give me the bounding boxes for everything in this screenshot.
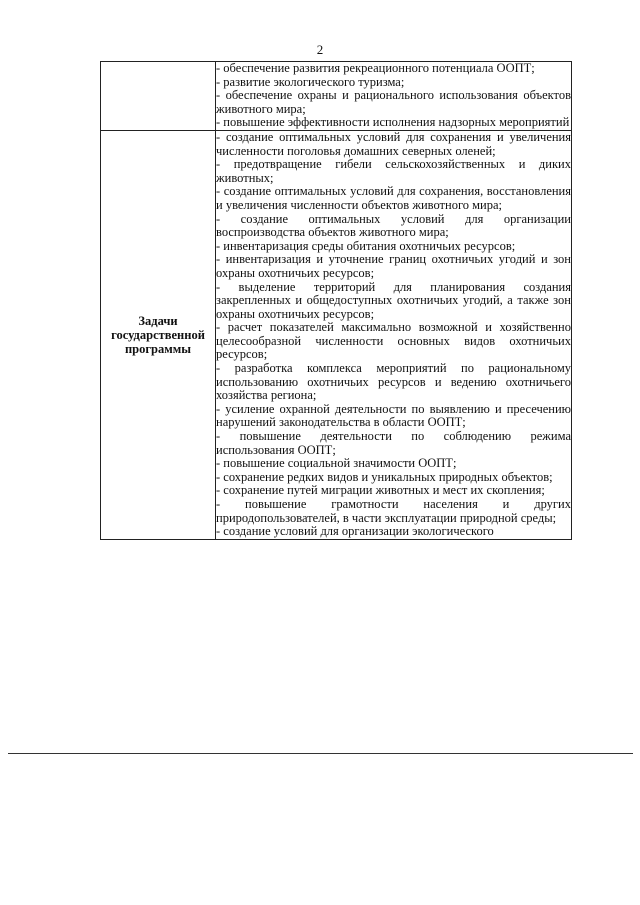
list-item: - развитие экологического туризма;	[216, 74, 405, 89]
list-item: - обеспечение развития рекреационного потенциала ООПТ;	[216, 61, 535, 75]
list-item: - усиление охранной деятельности по выявлению и пресечению нарушений законодательства в области ООПТ;	[216, 401, 571, 430]
list-item: - обеспечение охраны и рационального использования объектов животного мира;	[216, 88, 571, 116]
list-item: - повышение социальной значимости ООПТ;	[216, 456, 457, 471]
table-row	[101, 130, 572, 539]
row-content-cell	[216, 130, 572, 539]
table-row	[101, 62, 572, 131]
page-number: 2	[316, 42, 324, 57]
list-item: - создание оптимальных условий для сохранения, восстановления и увеличения численности объектов животного мира;	[216, 184, 571, 212]
list-item: - выделение территорий для планирования создания закрепленных и общедоступных охотничьих угодий, а также зон охраны охотничьих ресурсов;	[216, 279, 571, 321]
list-item: - инвентаризация среды обитания охотничьих ресурсов;	[216, 238, 516, 253]
list-item: - создание условий для организации экологического	[216, 524, 494, 539]
list-item: - повышение деятельности по соблюдению режима использования ООПТ;	[216, 429, 571, 457]
list-item: - повышение эффективности исполнения надзорных мероприятий	[216, 115, 570, 130]
list-item: - разработка комплекса мероприятий по рациональному использованию охотничьих ресурсов и ведению охотничьего хозяйства региона;	[216, 361, 571, 403]
program-table	[100, 61, 572, 540]
list-item: - предотвращение гибели сельскохозяйственных и диких животных;	[216, 157, 571, 185]
list-item: - расчет показателей максимально возможной и хозяйственно целесообразной численности основных видов охотничьих ресурсов;	[216, 320, 571, 362]
program-tasks-label: Задачи государственной программы	[101, 130, 216, 539]
list-item: - повышение грамотности населения и других природопользователей, в части эксплуатации природной среды;	[216, 497, 571, 525]
row-label-cell	[101, 62, 216, 131]
list-item: - сохранение путей миграции животных и мест их скопления;	[216, 483, 545, 498]
list-item: - создание оптимальных условий для организации воспроизводства объектов животного мира;	[216, 211, 571, 240]
list-item: - создание оптимальных условий для сохранения и увеличения численности поголовья домашних северных оленей;	[216, 129, 571, 158]
list-item: - сохранение редких видов и уникальных природных объектов;	[216, 469, 553, 484]
list-item: - инвентаризация и уточнение границ охотничьих угодий и зон охраны охотничьих ресурсов;	[216, 252, 571, 280]
row-content-cell	[216, 62, 572, 131]
footer-divider	[8, 753, 633, 754]
